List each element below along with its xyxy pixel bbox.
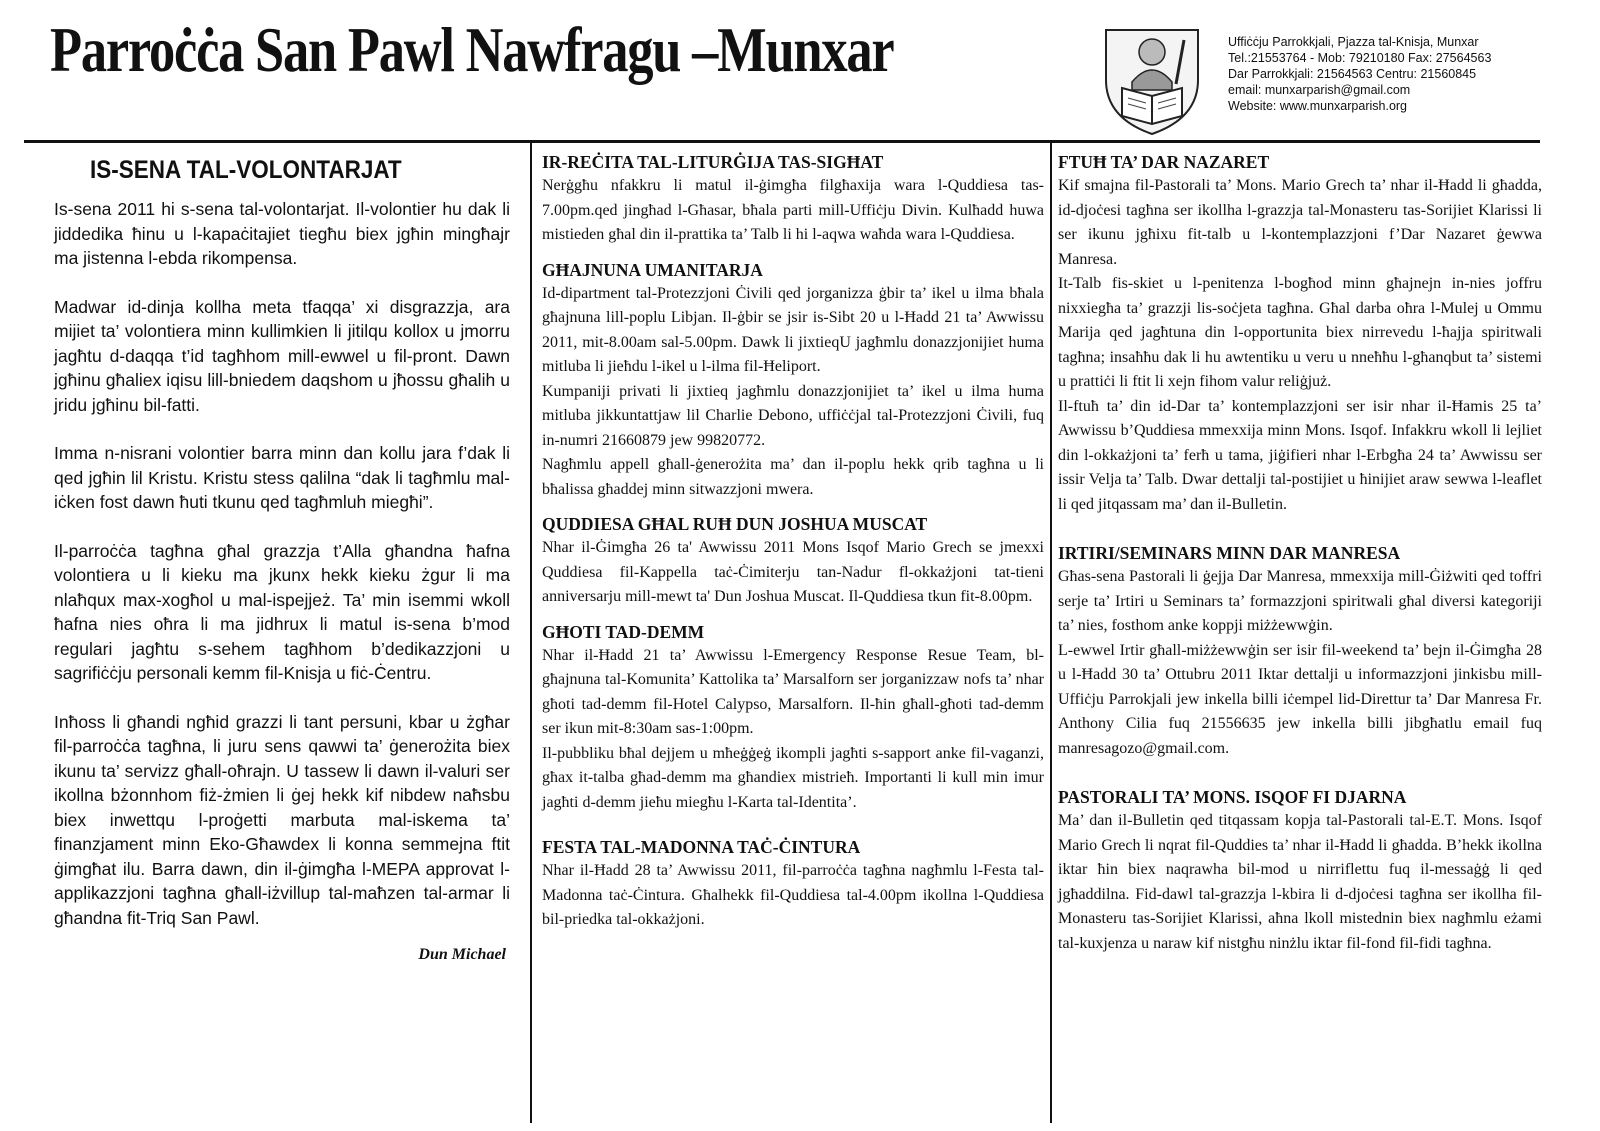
section-title: FTUĦ TA’ DAR NAZARET: [1058, 152, 1270, 172]
section-liturgy: [542, 150, 1044, 248]
contact-address: Uffiċċju Parrokkjali, Pjazza tal-Knisja, Munxar: [1228, 35, 1479, 49]
article-paragraph: Is-sena 2011 hi s-sena tal-volontarjat. Il-volontier hu dak li jiddedika ħinu u l-kapaċitajiet tiegħu biex jgħin mingħajr ma jistenna l-ebda rikompensa.: [54, 199, 510, 268]
section-text: Ma’ dan il-Bulletin qed titqassam kopja tal-Pastorali tal-E.T. Mons. Isqof Mario Grech li nqrat fil-Quddies ta’ nhar il-Ħadd li għadda. B’hekk ikollna iktar ħin biex naqrawha bil-mod u nirriflettu fuq il-messaġġ li qed jgħaddilna. Fid-dawl tal-grazzja l-kbira li d-djoċesi tagħna ser ikollha fil-Monasteru tas-Sorijiet Klarissi, aħna lkoll mistednin biex nagħmlu eżami tal-kuxjenza u naraw kif nistgħu ninżlu iktar fil-fond fil-fidi tagħna.: [1058, 812, 1542, 952]
masthead: [0, 0, 1600, 140]
section-text: Kif smajna fil-Pastorali ta’ Mons. Mario Grech ta’ nhar il-Ħadd li għadda, id-djoċesi tagħna ser ikollha l-grazzja tal-Monasteru tas-Sorijiet Klarissi li ser ikunu jgħixu fit-talb u l-kontemplazzjoni f’Dar Nazaret ġewwa Manresa.: [1058, 177, 1542, 268]
contact-website[interactable]: Website: www.munxarparish.org: [1228, 99, 1408, 113]
section-text: Nerġgħu nfakkru li matul il-ġimgħa filgħaxija wara l-Quddiesa tas-7.00pm.qed jingħad l-Għasar, bħala parti mill-Uffiċju Divin. Kulħadd huwa mistieden għal din il-prattika ta’ Talb li hi l-aqwa waħda wara l-Quddiesa.: [542, 177, 1044, 243]
contact-centre: Dar Parrokkjali: 21564563 Centru: 21560845: [1228, 67, 1477, 81]
parish-title: Parroċċa San Pawl Nawfragu –Munxar: [50, 14, 894, 85]
section-retreats: [1058, 541, 1542, 761]
section-feast: [542, 835, 1044, 933]
section-title: GĦAJNUNA UMANITARJA: [542, 259, 763, 280]
signature: Dun Michael: [418, 946, 506, 963]
contact-email[interactable]: email: munxarparish@gmail.com: [1228, 83, 1411, 97]
section-text: Nhar il-Ħadd 21 ta’ Awwissu l-Emergency Response Resue Team, bl-għajnuna tal-Komunita’ Kattolika ta’ Marsalforn ser jorganizzaw nofs ta’ nhar għoti tad-demm fil-Hotel Calypso, Marsalforn. Il-ħin għall-għoti tad-demm ser ikun mit-8:30am sas-1:00pm.: [542, 646, 1044, 737]
section-text: Nhar il-Ħadd 28 ta’ Awwissu 2011, fil-parroċċa tagħna nagħmlu l-Festa tal-Madonna taċ-Ċintura. Għalhekk fil-Quddiesa tal-4.00pm ikollna l-Quddiesa bil-priedka tal-okkażjoni.: [542, 862, 1044, 928]
section-pastoral-letter: [1058, 785, 1542, 956]
contact-block: [1228, 34, 1588, 114]
article-paragraph: Madwar id-dinja kollha meta tfaqqa’ xi disgrazzja, ara mijiet ta’ volontiera minn kullimkien li jitilqu kollox u jmorru jagħtu d-daqqa t’id tagħhom mill-ewwel u fil-pront. Dawn jgħinu għaliex iqisu lill-bniedem daqshom u jħossu għalih u jridu jgħinu bil-fatti.: [54, 296, 510, 415]
column-divider: [530, 143, 532, 1123]
section-text: Nagħmlu appell għall-ġenerożita ma’ dan il-poplu hekk qrib tagħna u li bħalissa għaddej minn sitwazzjoni mwera.: [542, 456, 1044, 498]
section-text: Il-pubbliku bħal dejjem u mħeġġeġ ikompli jagħti s-sapport anke fil-vaganzi, għax it-talba għad-demm ma għandiex mistrieħ. Importanti li kull min imur jagħti d-demm jieħu miegħu l-Karta tal-Identita’.: [542, 744, 1044, 811]
section-memorial-mass: [542, 512, 1044, 610]
section-text: Għas-sena Pastorali li ġejja Dar Manresa, mmexxija mill-Ġiżwiti qed toffri serje ta’ Irtiri u Seminars ta’ formazzjoni spiritwali għal diversi kategoriji ta’ nies, fosthom anke koppji miżżewwġin.: [1058, 568, 1542, 634]
section-text: It-Talb fis-skiet u l-penitenza l-bogħod minn għajnejn in-nies joffru nixxiegħa ta’ grazzji lis-soċjeta tagħna. Għal darba oħra l-Mulej u Ommu Marija qed jagħtuna din l-opportunita biex nirrevedu l-ħajja spiritwali tagħna; insaħħu dak li hu awtentiku u veru u nneħħu l-għanqbut ta’ sistemi u prattiċi li ftit li xejn fihom valur reliġjuż.: [1058, 275, 1542, 390]
parish-crest-icon: [1092, 18, 1212, 138]
section-title: FESTA TAL-MADONNA TAĊ-ĊINTURA: [542, 837, 861, 857]
section-title: GĦOTI TAD-DEMM: [542, 621, 705, 642]
section-title: IRTIRI/SEMINARS MINN DAR MANRESA: [1058, 543, 1401, 563]
section-text: Il-ftuħ ta’ din id-Dar ta’ kontemplazzjoni ser isir nhar il-Ħamis 25 ta’ Awwissu b’Quddiesa mmexxija minn Mons. Isqof. Infakkru wkoll li lejliet din l-okkażjoni ta’ ferħ u tama, jiġifieri nhar l-Erbgħa 24 ta’ Awwissu ser issir Velja ta’ Talb. Dwar dettalji tal-postijiet u ħinijiet araw sewwa l-leaflet li qed jitqassam ma’ dan il-Bulletin.: [1058, 397, 1542, 513]
section-humanitarian-aid: [542, 258, 1044, 503]
section-title: QUDDIESA GĦAL RUĦ DUN JOSHUA MUSCAT: [542, 514, 928, 534]
section-text: Nhar il-Ġimgħa 26 ta' Awwissu 2011 Mons Isqof Mario Grech se jmexxi Quddiesa fil-Kappella taċ-Ċimiterju tan-Nadur fl-okkażjoni tat-tieni anniversarju mill-mewt ta' Dun Joshua Muscat. Il-Quddiesa tkun fit-8.00pm.: [542, 539, 1044, 605]
main-article: [54, 150, 510, 964]
contact-phone: Tel.:21553764 - Mob: 79210180 Fax: 27564563: [1228, 51, 1492, 65]
section-text: Kumpaniji privati li jixtieq jagħmlu donazzjonijiet ta’ ikel u ilma huma mitluba jikkuntattjaw lil Charlie Debono, uffiċċjal tal-Protezzjoni Ċivili, fuq in-numri 21660879 jew 99820772.: [542, 382, 1044, 449]
article-paragraph: Inħoss li għandi ngħid grazzi li tant persuni, kbar u żgħar fil-parroċċa tagħna, li juru sens qawwi ta’ ġenerożita biex ikunu ta’ servizz għall-oħrajn. U tassew li dawn il-valuri ser ikollna bżonnhom fiż-żmien li ġej hekk kif nibdew naħsbu biex inwettqu l-proġetti marbuta mal-iskema ta’ finanzjament minn Eko-Għawdex li konna semmejna ftit ġimgħat ilu. Barra dawn, din il-ġimgħa l-MEPA approvat l-applikazzjoni tagħna għall-iżvillup tal-maħzen tal-armar li għandna fit-Triq San Pawl.: [54, 711, 510, 928]
section-text: Id-dipartment tal-Protezzjoni Ċivili qed jorganizza ġbir ta’ ikel u ilma bħala għajnuna lill-poplu Libjan. Il-ġbir se jsir is-Sibt 20 u l-Ħadd 21 ta’ Awwissu 2011, mit-8.00am sal-5.00pm. Dawk li jixtieqU jagħmlu donazzjonijiet huma mitluba li jieħdu l-ikel u l-ilma fil-Ħeliport.: [542, 284, 1044, 375]
column-divider: [1050, 143, 1052, 1123]
section-text: L-ewwel Irtir għall-miżżewwġin ser isir fil-weekend ta’ bejn il-Ġimgħa 28 u l-Ħadd 30 ta’ Ottubru 2011 Iktar dettalji u informazzjoni jinkisbu mill-Uffiċju Parrokjali jew inkella billi iċempel lid-Direttur ta’ Dar Manresa Fr. Anthony Cilia fuq 21556635 jew inkella billi jibgħatlu email fuq manresagozo@gmail.com.: [1058, 641, 1542, 757]
section-dar-nazaret: [1058, 150, 1542, 517]
article-paragraph: Il-parroċċa tagħna għal grazzja t’Alla għandna ħafna volontiera u li kieku ma jkunx hekk kieku żgur li ma nlaħqux max-xogħol u mal-ispejjeż. Ta’ min isemmi wkoll ħafna nies oħra li ma jidhrux li matul is-sena b’mod regulari jagħtu s-sehem tagħhom b’dedikazzjoni u sagrifiċċju personali kemm fil-Knisja u fiċ-Ċentru.: [54, 540, 510, 683]
news-column-right: [1058, 150, 1542, 980]
section-blood-donation: [542, 620, 1044, 816]
section-title: PASTORALI TA’ MONS. ISQOF FI DJARNA: [1058, 787, 1407, 807]
news-column-middle: [542, 150, 1044, 943]
header-rule: [24, 140, 1540, 143]
section-title: IR-REĊITA TAL-LITURĠIJA TAS-SIGĦAT: [542, 152, 884, 172]
article-heading: IS-SENA TAL-VOLONTARJAT: [90, 156, 402, 184]
article-paragraph: Imma n-nisrani volontier barra minn dan kollu jara f’dak li qed jgħin lil Kristu. Kristu stess qalilna “dak li tagħmlu mal-iċken fost dawn ħuti tkunu qed tagħmluh miegħi”.: [54, 443, 510, 512]
